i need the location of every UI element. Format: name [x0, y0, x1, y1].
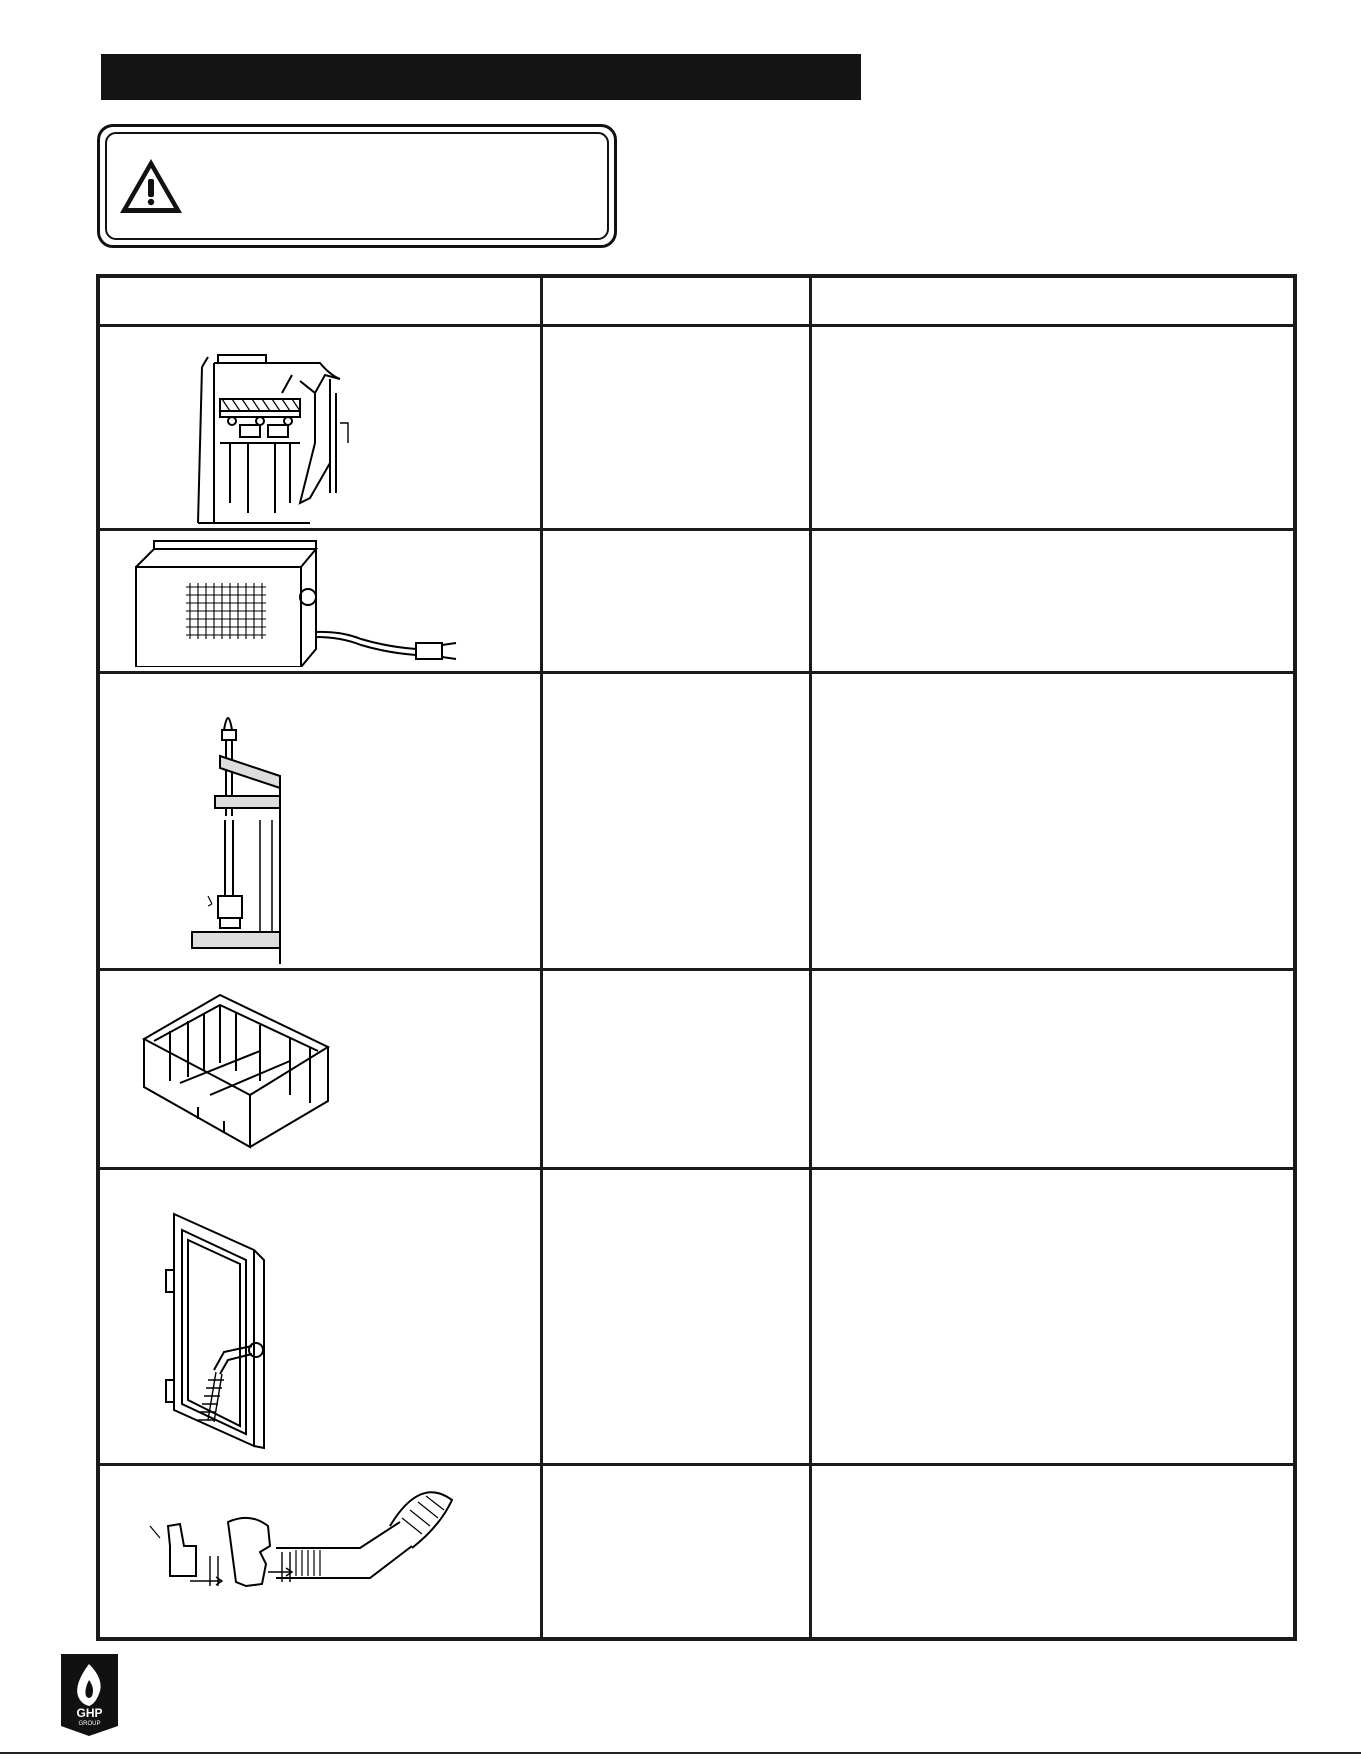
burner-assembly-drawing — [100, 327, 540, 528]
blower-fan-kit-drawing — [100, 531, 540, 671]
table-row — [100, 971, 1293, 1170]
door-handle-parts-drawing — [100, 1466, 540, 1641]
parts-table — [96, 274, 1297, 1641]
svg-text:GHP: GHP — [76, 1706, 103, 1720]
table-row — [100, 1466, 1293, 1641]
page-title-bar — [101, 54, 861, 100]
table-header-row — [100, 278, 1293, 327]
glass-door-with-handle-drawing — [100, 1170, 540, 1463]
vent-installation-drawing — [100, 674, 540, 968]
svg-text:GROUP: GROUP — [78, 1721, 101, 1727]
table-row — [100, 327, 1293, 531]
warning-triangle-icon — [118, 157, 184, 215]
table-row — [100, 1170, 1293, 1466]
page-bottom-rule — [0, 1752, 1361, 1754]
table-row — [100, 531, 1293, 674]
warning-callout — [97, 124, 617, 248]
ghp-group-logo — [57, 1654, 122, 1736]
table-row — [100, 674, 1293, 971]
firebrick-liner-drawing — [100, 971, 540, 1167]
